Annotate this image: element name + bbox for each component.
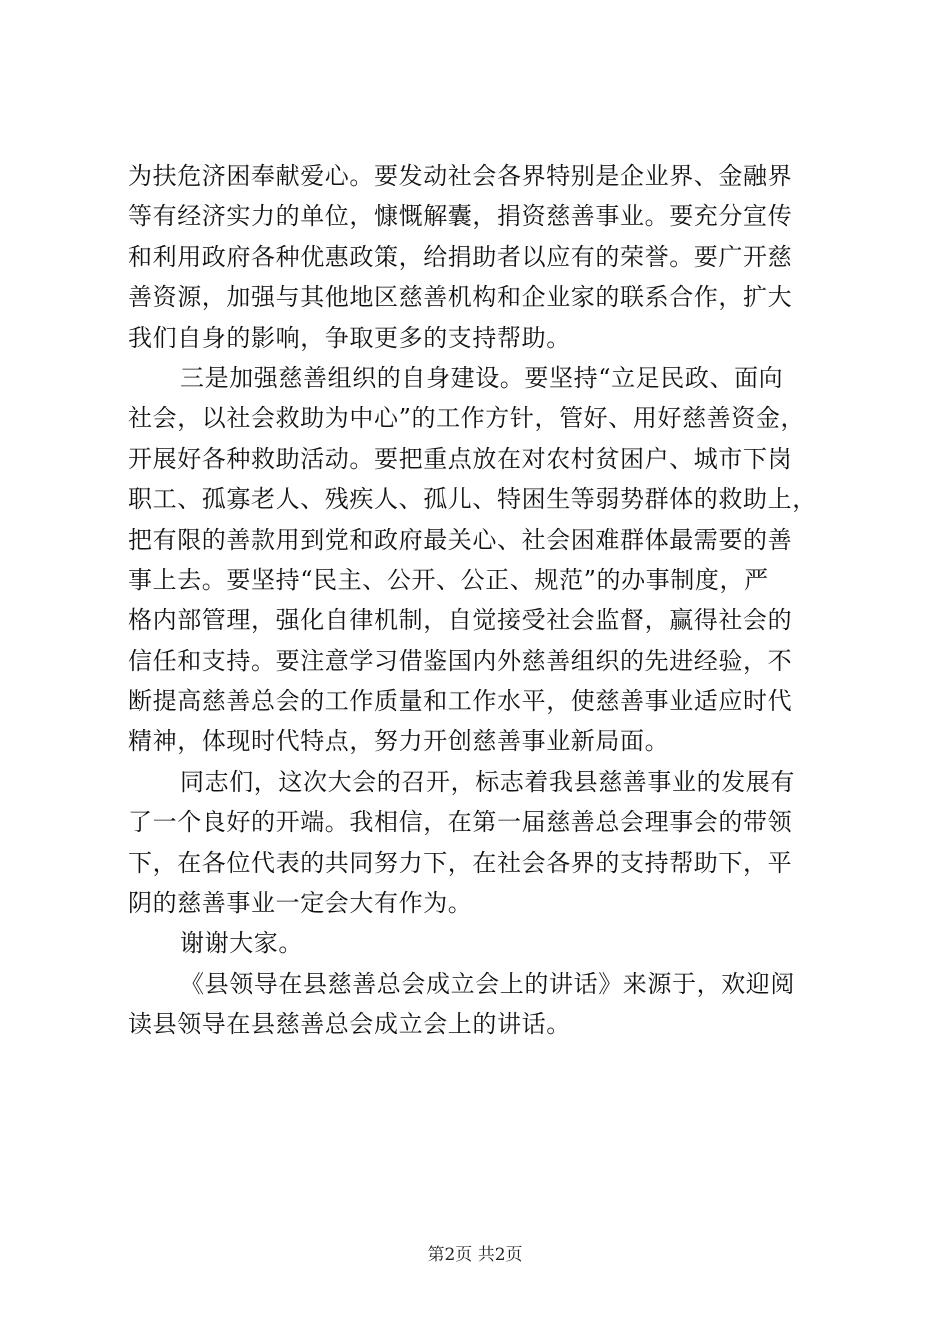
text-line: 为扶危济困奉献爱心。要发动社会各界特别是企业界、金融界 [128, 162, 793, 190]
page-footer: 第2页 共2页 [427, 1245, 523, 1265]
text-line: 和利用政府各种优惠政策，给捐助者以应有的荣誉。要广开慈 [128, 242, 793, 271]
text-line: 下，在各位代表的共同努力下，在社会各界的支持帮助下，平 [128, 848, 793, 877]
text-line: 我们自身的影响，争取更多的支持帮助。 [128, 323, 571, 352]
text-line: 等有经济实力的单位，慷慨解囊，捐资慈善事业。要充分宣传 [128, 202, 793, 231]
text-line: 格内部管理，强化自律机制，自觉接受社会监督，赢得社会的 [128, 606, 793, 635]
text-line: 《县领导在县慈善总会成立会上的讲话》来源于，欢迎阅 [180, 969, 795, 998]
text-line: 读县领导在县慈善总会成立会上的讲话。 [128, 1010, 571, 1039]
text-line: 了一个良好的开端。我相信，在第一届慈善总会理事会的带领 [128, 808, 793, 837]
text-line: 信任和支持。要注意学习借鉴国内外慈善组织的先进经验，不 [128, 646, 793, 675]
text-line: 断提高慈善总会的工作质量和工作水平，使慈善事业适应时代 [128, 687, 793, 716]
document-body [128, 156, 828, 1045]
text-line: 事上去。要坚持“民主、公开、公正、规范”的办事制度，严 [128, 565, 769, 594]
text-line: 谢谢大家。 [180, 929, 303, 958]
text-line: 社会，以社会救助为中心”的工作方针，管好、用好慈善资金， [128, 404, 806, 433]
text-line: 开展好各种救助活动。要把重点放在对农村贫困户、城市下岗 [128, 444, 793, 473]
text-line: 三是加强慈善组织的自身建设。要坚持“立足民政、面向 [180, 363, 784, 392]
text-line: 同志们，这次大会的召开，标志着我县慈善事业的发展有 [180, 767, 795, 796]
text-line: 精神，体现时代特点，努力开创慈善事业新局面。 [128, 727, 670, 756]
text-line: 职工、孤寡老人、残疾人、孤儿、特困生等弱势群体的救助上， [128, 485, 817, 514]
text-line: 把有限的善款用到党和政府最关心、社会困难群体最需要的善 [128, 525, 793, 554]
text-line: 善资源，加强与其他地区慈善机构和企业家的联系合作，扩大 [128, 283, 793, 312]
text-line: 阴的慈善事业一定会大有作为。 [128, 889, 473, 918]
